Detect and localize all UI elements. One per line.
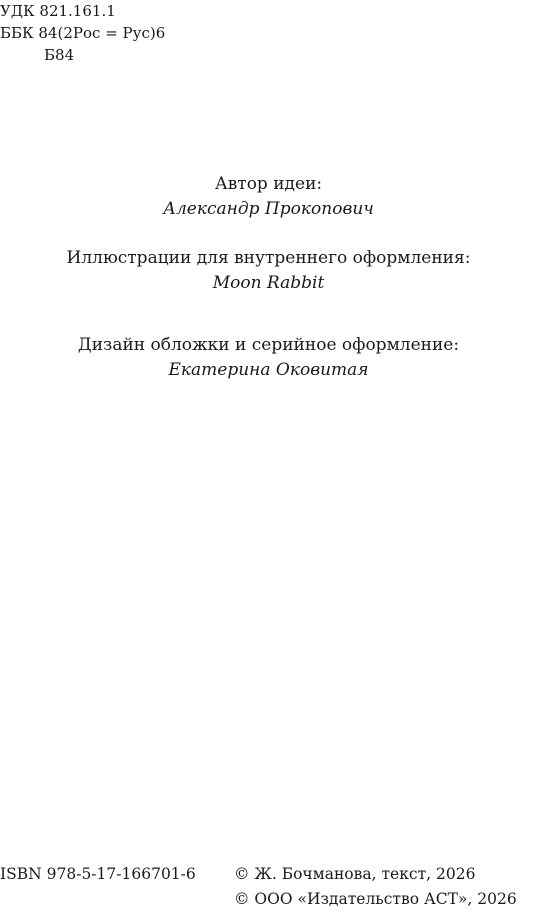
credit-idea (0, 172, 537, 222)
author-sign: Б84 (44, 46, 75, 64)
credit-name: Moon Rabbit (212, 273, 325, 293)
copyright-block (234, 862, 517, 912)
copyright-publisher: © ООО «Издательство АСТ», 2026 (234, 890, 517, 908)
credit-illustrations (0, 246, 537, 296)
classification-block (0, 0, 165, 66)
credit-name: Александр Прокопович (163, 199, 374, 219)
udk-code: УДК 821.161.1 (0, 2, 116, 20)
credit-role: Дизайн обложки и серийное оформление: (77, 335, 460, 355)
bbk-code: ББК 84(2Рос = Рус)6 (0, 24, 166, 42)
isbn-number: ISBN 978-5-17-166701-6 (0, 865, 196, 883)
credit-role: Иллюстрации для внутреннего оформления: (66, 248, 471, 268)
credit-cover-design (0, 333, 537, 383)
credit-name: Екатерина Оковитая (168, 360, 369, 380)
credit-role: Автор идеи: (214, 174, 323, 194)
copyright-text: © Ж. Бочманова, текст, 2026 (234, 865, 476, 883)
